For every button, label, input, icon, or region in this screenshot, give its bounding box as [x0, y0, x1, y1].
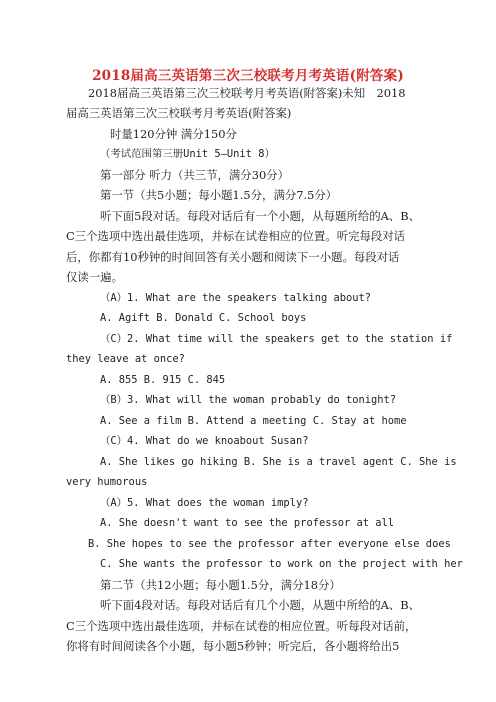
question-continued: they leave at once?	[66, 353, 185, 365]
intro-line: 2018届高三英语第三次三校联考月考英语(附答案)未知 2018	[88, 86, 406, 100]
instruction-line: 后，你都有10秒钟的时间回答有关小题和阅读下一小题。每段对话	[66, 250, 400, 264]
question: （C）4. What do we knoabout Susan?	[100, 435, 309, 447]
answer-options: A. Agift B. Donald C. School boys	[100, 312, 307, 324]
section-heading: 第一节（共5小题；每小题1.5分，满分7.5分）	[100, 188, 338, 202]
question: （B）3. What will the woman probably do tonight?	[100, 394, 397, 406]
intro-line: 届高三英语第三次三校联考月考英语(附答案)	[66, 106, 292, 120]
question: （C）2. What time will the speakers get to the station if	[100, 333, 453, 345]
question: （A）1. What are the speakers talking about?	[100, 292, 372, 304]
part-heading: 第一部分 听力（共三节，满分30分）	[100, 168, 289, 182]
answer-options: B. She hopes to see the professor after everyone else does	[88, 538, 451, 550]
answer-options: A. 855 B. 915 C. 845	[100, 374, 226, 386]
instruction-line: 听下面5段对话。每段对话后有一个小题，从每题所给的A、B、	[100, 209, 421, 223]
answer-options: A. See a film B. Attend a meeting C. Stay at home	[100, 415, 407, 427]
answer-options: A. She doesn't want to see the professor at all	[100, 517, 395, 529]
instruction-line: 仅读一遍。	[66, 270, 123, 284]
answer-options: A. She likes go hiking B. She is a travel agent C. She is	[100, 456, 457, 468]
instruction-line: 听下面4段对话。每段对话后有几个小题，从题中所给的A、B、	[100, 598, 421, 612]
time-score: 时量120分钟 满分150分	[110, 127, 237, 141]
instruction-line: 你将有时间阅读各个小题，每小题5秒钟；听完后，各小题将给出5	[66, 639, 400, 653]
answer-options: C. She wants the professor to work on the project with her	[100, 558, 463, 570]
instruction-line: C三个选项中选出最佳选项，并标在试卷的相应位置。听每段对话前，	[66, 619, 417, 633]
answer-options: very humorous	[66, 476, 148, 488]
section-heading: 第二节（共12小题；每小题1.5分，满分18分）	[100, 578, 341, 592]
instruction-line: C三个选项中选出最佳选项，并标在试卷相应的位置。听完每段对话	[66, 229, 406, 243]
question: （A）5. What does the woman imply?	[100, 497, 309, 509]
exam-scope: （考试范围第三册Unit 5—Unit 8）	[100, 148, 275, 160]
document-title: 2018届高三英语第三次三校联考月考英语(附答案)	[92, 68, 404, 84]
